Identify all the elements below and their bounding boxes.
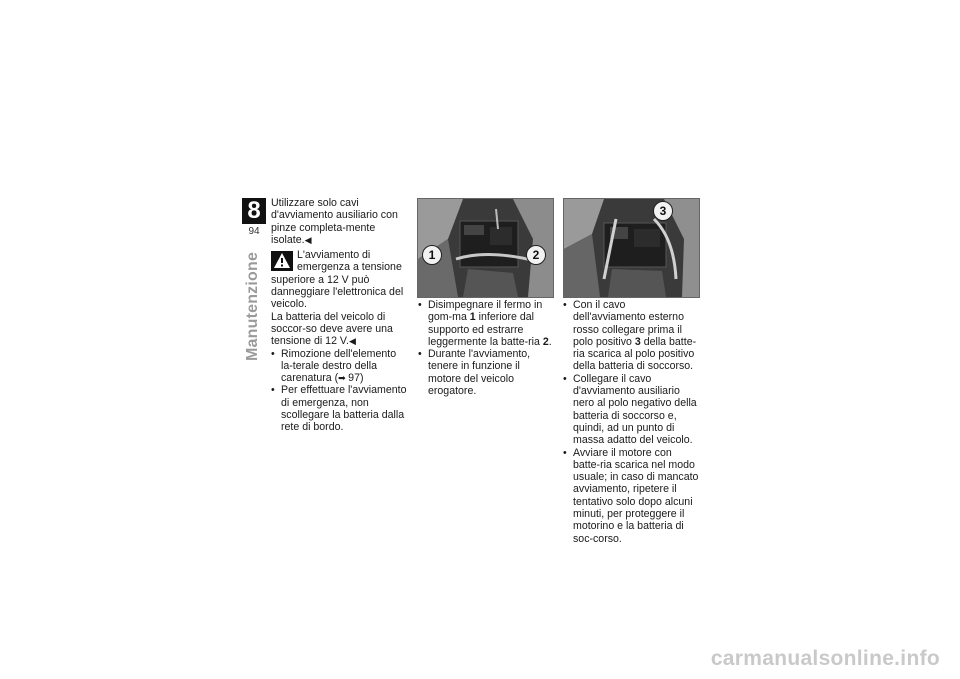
list-item-text: Disimpegnare il fermo in gom-ma — [428, 299, 543, 324]
end-mark-icon: ◀ — [304, 234, 312, 245]
list-item-text: della batte-ria scarica al polo positivo della batteria di soccorso. — [573, 335, 697, 373]
list-item — [418, 348, 553, 397]
bullet-list-2 — [418, 299, 553, 397]
paragraph-cables-text: Utilizzare solo cavi d'avviamento ausiliario con pinze completa-mente isolate. — [271, 197, 398, 246]
callout-1: 1 — [422, 245, 442, 265]
battery-photo-1 — [417, 198, 554, 298]
text-column-3 — [563, 299, 701, 545]
ref-number: 3 — [634, 335, 641, 348]
list-item-close: ) — [359, 372, 364, 385]
list-item — [563, 373, 701, 447]
list-item — [271, 384, 407, 433]
list-item-text: Con il cavo dell'avviamento esterno rosso collegare prima il polo positivo — [573, 299, 684, 348]
text-column-1 — [271, 197, 407, 434]
list-item — [271, 348, 407, 385]
list-item-text: Rimozione dell'elemento la-terale destro della carenatura ( — [281, 347, 397, 385]
text-column-2 — [418, 299, 553, 397]
chapter-number-badge: 8 — [242, 198, 266, 224]
paragraph-voltage-text: La batteria del veicolo di soccor-so deve avere una tensione di 12 V. — [271, 310, 393, 348]
warning-triangle-icon — [271, 251, 293, 271]
callout-3: 3 — [653, 201, 673, 221]
page-ref-link[interactable]: 97 — [348, 372, 360, 385]
list-item — [563, 299, 701, 373]
bullet-list-1 — [271, 348, 407, 434]
battery-photo-2 — [563, 198, 700, 298]
end-mark-icon: ◀ — [348, 336, 356, 347]
watermark: carmanualsonline.info — [710, 647, 940, 670]
page-ref-arrow-icon: ➡ — [338, 373, 349, 384]
warning-block — [271, 249, 407, 310]
list-item — [563, 447, 701, 545]
list-item-text: Per effettuare l'avviamento di emergenza, non scollegare la batteria dalla rete di bordo. — [281, 384, 407, 434]
list-item — [418, 299, 553, 348]
callout-2: 2 — [526, 245, 546, 265]
ref-number: 1 — [469, 311, 476, 324]
warning-text: L'avviamento di emergenza a tensione superiore a 12 V può danneggiare l'elettronica del veicolo. — [271, 249, 404, 311]
section-label: Manutenzione — [244, 251, 261, 361]
list-item-text: Avviare il motore con batte-ria scarica nel modo usuale; in caso di mancato avviamento, ripetere il tentativo solo dopo alcuni minuti, per proteggere il motorino e la batteria di soc-corso. — [573, 446, 699, 545]
ref-number: 2 — [542, 335, 549, 348]
list-item-text: Durante l'avviamento, tenere in funzione il motore del veicolo erogatore. — [428, 348, 531, 398]
bullet-list-3 — [563, 299, 701, 545]
page-number: 94 — [248, 226, 260, 237]
paragraph-cables — [271, 197, 407, 246]
list-item-text: . — [548, 335, 552, 348]
list-item-text: inferiore dal supporto ed estrarre leggermente la batte-ria — [428, 311, 543, 348]
paragraph-voltage — [271, 311, 407, 348]
list-item-text: Collegare il cavo d'avviamento ausiliario nero al polo negativo della batteria di soccorso e, quindi, ad un punto di massa adatto del veicolo. — [573, 372, 697, 447]
